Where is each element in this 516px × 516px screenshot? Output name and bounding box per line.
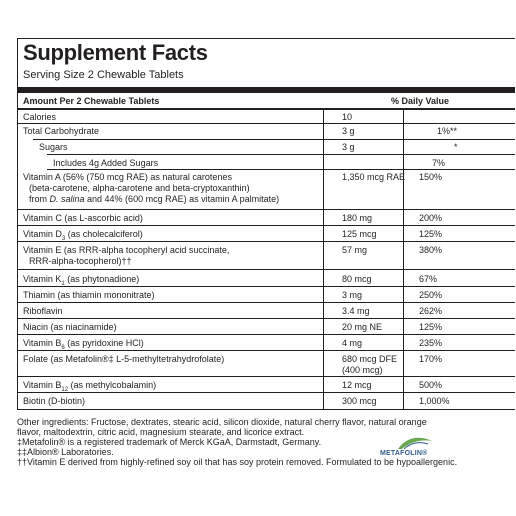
table-row: [17, 210, 515, 226]
nutrient-dv: 262%: [419, 306, 443, 316]
ingredients-line: Other ingredients: Fructose, dextrates, stearic acid, silicon dioxide, natural cherry flavor, natural orange: [17, 417, 427, 427]
nutrient-name: Thiamin (as thiamin mononitrate): [23, 290, 155, 300]
table-row: [17, 270, 515, 287]
subscript: 6: [61, 344, 65, 351]
nutrient-dv: 500%: [419, 380, 443, 390]
nutrient-amount: 3 g: [342, 126, 355, 136]
text-fragment: (as cholecalciferol): [65, 229, 143, 239]
nutrient-dv: 125%: [419, 322, 443, 332]
table-row: [17, 226, 515, 242]
nutrient-amount: 20 mg NE: [342, 322, 383, 332]
text-fragment: (as phytonadione): [64, 274, 140, 284]
nutrient-dv: 380%: [419, 245, 443, 255]
daily-value-header: % Daily Value: [391, 96, 450, 106]
text-fragment: Vitamin B: [23, 380, 62, 390]
nutrient-amount-line: (400 mcg): [342, 365, 383, 375]
nutrient-name: Sugars: [39, 142, 68, 152]
table-row: [17, 393, 515, 409]
nutrient-amount: 4 mg: [342, 338, 363, 348]
nutrient-amount: 300 mcg: [342, 396, 377, 406]
vitamin-e-note: ††Vitamin E derived from highly-refined soy oil that has soy protein removed. Formulated to be hypoallergenic.: [17, 457, 458, 467]
metafolin-logo-text: METAFOLIN®: [380, 450, 428, 457]
nutrient-amount: 125 mcg: [342, 229, 377, 239]
nutrient-dv: 1,000%: [419, 396, 450, 406]
subscript: 3: [61, 235, 66, 242]
text-fragment: (as methylcobalamin): [68, 380, 157, 390]
nutrient-amount-line: 680 mcg DFE: [342, 354, 398, 364]
nutrient-name: Niacin (as niacinamide): [23, 322, 117, 332]
trademark-note: ‡Metafolin® is a registered trademark of Merck KGaA, Darmstadt, Germany.: [17, 437, 322, 447]
nutrient-dv: 7%: [432, 158, 446, 168]
thick-divider: [17, 87, 515, 93]
nutrient-dv: *: [454, 142, 458, 152]
text-fragment: and 44% (600 mcg RAE) as vitamin A palmitate): [84, 194, 280, 204]
nutrient-name: Riboflavin: [23, 306, 63, 316]
nutrient-name: Total Carbohydrate: [23, 126, 100, 136]
nutrient-name: Calories: [23, 112, 57, 122]
table-row: [17, 303, 515, 319]
nutrient-dv: 170%: [419, 354, 443, 364]
nutrient-name: Includes 4g Added Sugars: [53, 158, 159, 168]
text-fragment: Vitamin D: [23, 229, 62, 239]
nutrient-amount: 3 mg: [342, 290, 363, 300]
ingredients-line: flavor, maltodextrin, citric acid, magnesium stearate, and licorice extract.: [17, 427, 305, 437]
table-row: [17, 110, 515, 124]
species-name: D. salina: [49, 194, 85, 204]
nutrient-amount: 57 mg: [342, 245, 368, 255]
subscript: 12: [61, 386, 69, 393]
text-fragment: Vitamin K: [23, 274, 62, 284]
nutrient-table: [17, 110, 515, 409]
serving-size: Serving Size 2 Chewable Tablets: [23, 69, 184, 81]
subscript: 1: [61, 280, 65, 287]
albion-note: ‡‡Albion® Laboratories.: [17, 447, 114, 457]
nutrient-name: Folate (as Metafolin®‡ L-5-methyltetrahydrofolate): [23, 354, 225, 364]
nutrient-amount: 12 mcg: [342, 380, 372, 390]
nutrient-name-line: Vitamin A (56% (750 mcg RAE) as natural carotenes: [23, 172, 232, 182]
nutrient-name: Biotin (D-biotin): [23, 396, 86, 406]
table-row: [17, 335, 515, 351]
table-row: [17, 287, 515, 303]
nutrient-amount: 1,350 mcg RAE: [342, 172, 406, 182]
nutrient-name-line: (beta-carotene, alpha-carotene and beta-cryptoxanthin): [29, 183, 250, 193]
table-row: [17, 351, 515, 377]
table-row: [17, 124, 515, 139]
nutrient-amount: 80 mcg: [342, 274, 372, 284]
nutrient-amount: 180 mg: [342, 213, 373, 223]
nutrient-dv: 200%: [419, 213, 443, 223]
nutrient-dv: 125%: [419, 229, 443, 239]
table-row: [47, 154, 515, 170]
table-row: [33, 139, 515, 154]
table-row: [17, 242, 515, 270]
nutrient-amount: 3 g: [342, 142, 355, 152]
table-row: [17, 319, 515, 335]
nutrient-name: Vitamin C (as L-ascorbic acid): [23, 213, 143, 223]
nutrient-dv: 150%: [419, 172, 443, 182]
table-row: [17, 170, 515, 210]
nutrient-name-line: RRR-alpha-tocopherol)††: [29, 256, 132, 266]
nutrient-name-line: [29, 194, 279, 205]
nutrient-amount: 3.4 mg: [342, 306, 370, 316]
text-fragment: Vitamin B: [23, 338, 62, 348]
nutrient-amount: 10: [342, 112, 353, 122]
text-fragment: from: [29, 194, 50, 204]
nutrient-name-line: Vitamin E (as RRR-alpha tocopheryl acid succinate,: [23, 245, 230, 255]
nutrient-dv: 67%: [419, 274, 438, 284]
nutrient-dv: 1%**: [437, 126, 458, 136]
table-row: [17, 377, 515, 393]
amount-header: Amount Per 2 Chewable Tablets: [23, 96, 160, 106]
nutrient-dv: 250%: [419, 290, 443, 300]
text-fragment: (as pyridoxine HCl): [64, 338, 144, 348]
panel-title: Supplement Facts: [23, 40, 208, 65]
nutrient-dv: 235%: [419, 338, 443, 348]
